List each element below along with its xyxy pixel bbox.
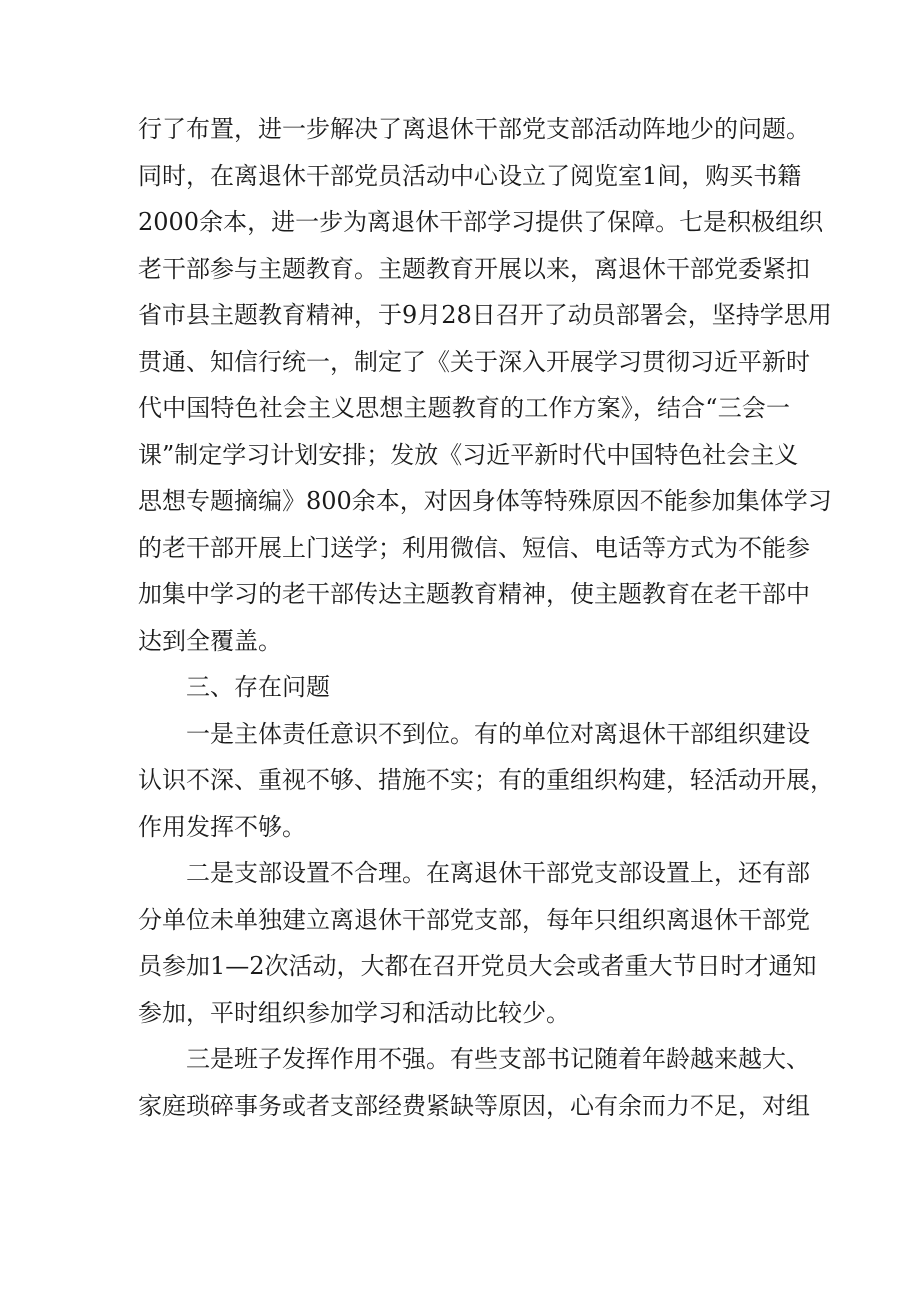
text-line: 2000余本，进一步为离退休干部学习提供了保障。七是积极组织: [138, 208, 824, 236]
text-line: 行了布置，进一步解决了离退休干部党支部活动阵地少的问题。: [138, 115, 810, 143]
text-line: 同时，在离退休干部党员活动中心设立了阅览室1间，购买书籍: [138, 161, 802, 190]
text-line: 思想专题摘编》800余本，对因身体等特殊原因不能参加集体学习: [138, 487, 832, 515]
text-line: 分单位未单独建立离退休干部党支部，每年只组织离退休干部党: [138, 905, 810, 934]
text-line: 二是支部设置不合理。在离退休干部党支部设置上，还有部: [186, 859, 810, 887]
text-line: 员参加1—2次活动，大都在召开党员大会或者重大节日时才通知: [138, 952, 817, 980]
text-line: 省市县主题教育精神，于9月28日召开了动员部署会，坚持学思用: [138, 301, 832, 329]
text-line: 家庭琐碎事务或者支部经费紧缺等原因，心有余而力不足，对组: [138, 1091, 810, 1120]
text-line: 老干部参与主题教育。主题教育开展以来，离退休干部党委紧扣: [138, 254, 810, 283]
text-line: 认识不深、重视不够、措施不实；有的重组织构建，轻活动开展，: [138, 766, 834, 794]
document-body: [138, 106, 834, 1129]
text-line: 代中国特色社会主义思想主题教育的工作方案》，结合“三会一: [138, 394, 790, 422]
text-line: 的老干部开展上门送学；利用微信、短信、电话等方式为不能参: [138, 533, 810, 562]
text-line: 达到全覆盖。: [138, 626, 282, 655]
text-line: 加集中学习的老干部传达主题教育精神，使主题教育在老干部中: [138, 580, 810, 608]
text-line: 参加，平时组织参加学习和活动比较少。: [138, 998, 570, 1027]
text-line: 三是班子发挥作用不强。有些支部书记随着年龄越来越大、: [186, 1045, 810, 1073]
text-line: 贯通、知信行统一，制定了《关于深入开展学习贯彻习近平新时: [138, 347, 810, 376]
section-heading: 三、存在问题: [186, 673, 330, 701]
text-line: 一是主体责任意识不到位。有的单位对离退休干部组织建设: [186, 719, 810, 748]
text-line: 作用发挥不够。: [138, 812, 306, 841]
text-line: 课”制定学习计划安排；发放《习近平新时代中国特色社会主义: [138, 440, 799, 469]
